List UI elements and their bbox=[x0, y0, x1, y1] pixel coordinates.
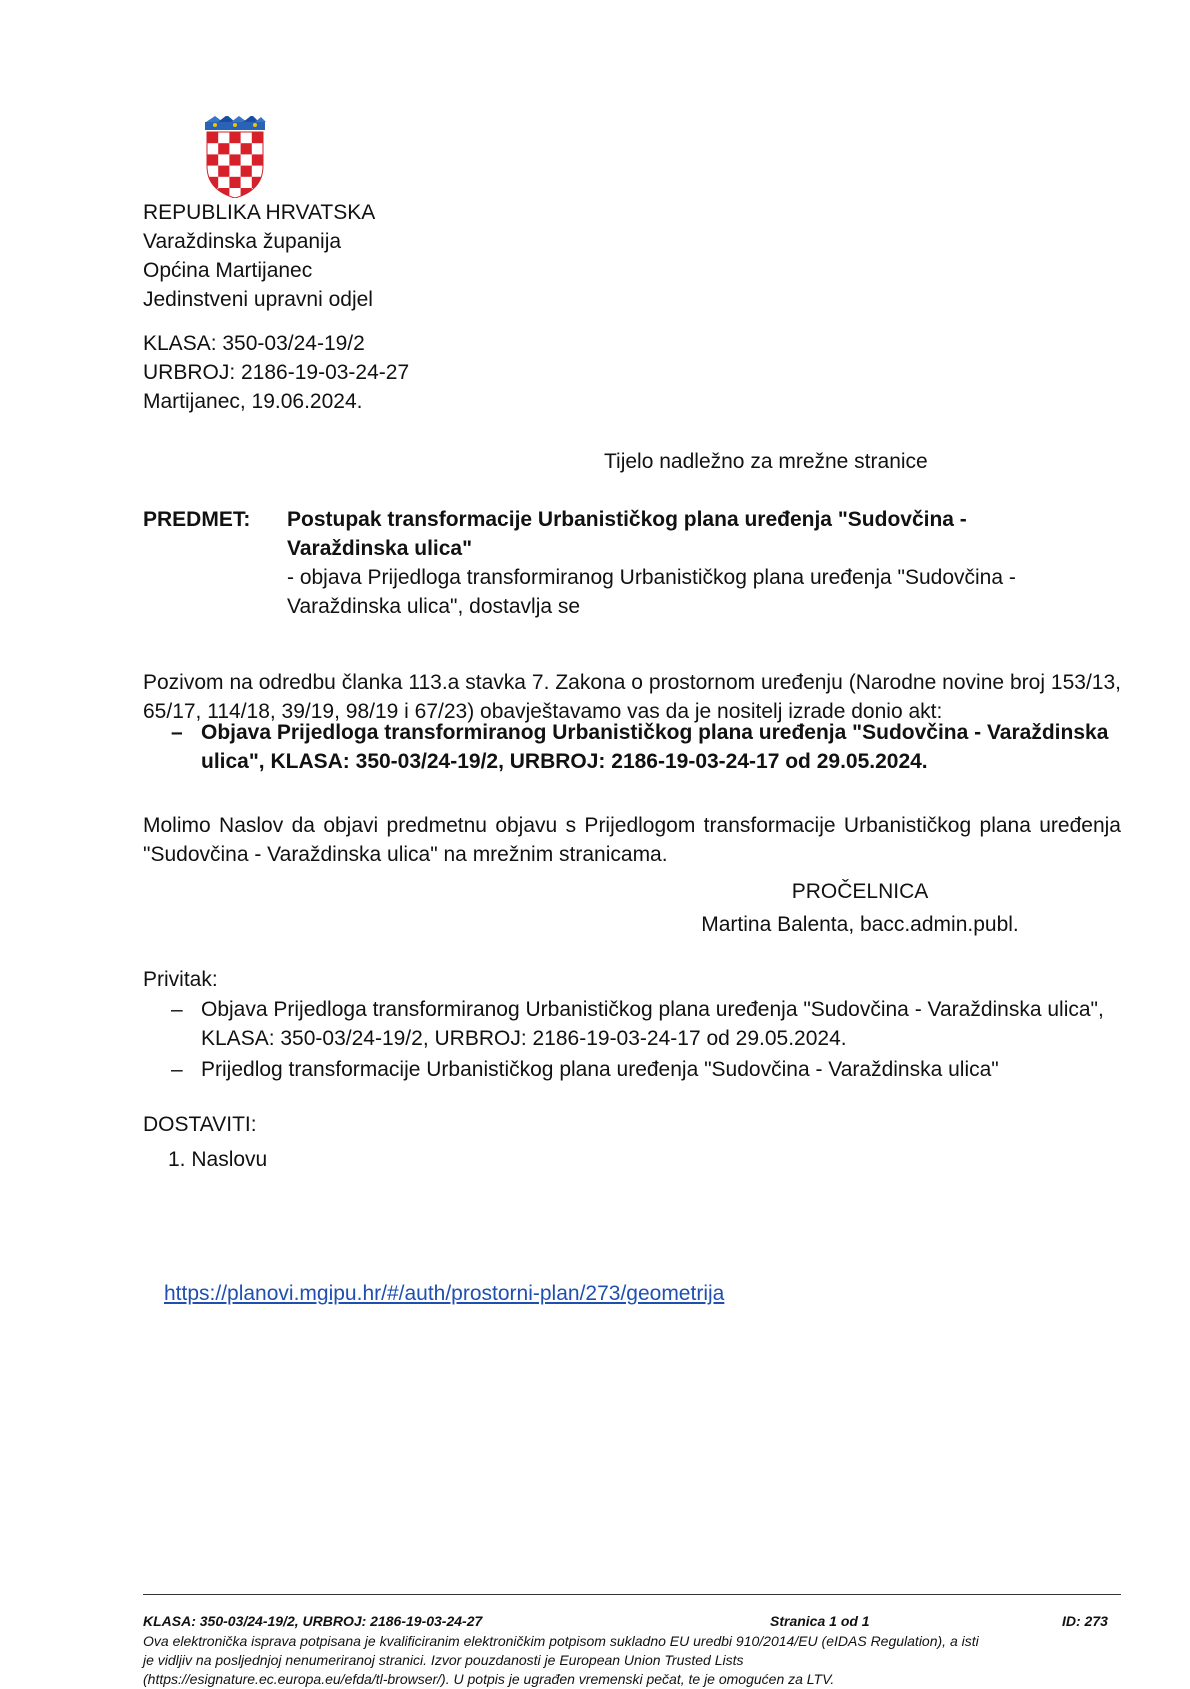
subject-label: PREDMET: bbox=[143, 508, 251, 531]
coat-check-square bbox=[207, 132, 218, 143]
header-line: REPUBLIKA HRVATSKA bbox=[143, 201, 376, 224]
act-list-item bbox=[171, 718, 1111, 776]
coat-check-square bbox=[229, 154, 240, 165]
footer-signature-note: je vidljiv na posljednjoj nenumeriranoj stranici. Izvor pouzdanosti je European Union Trusted Lists bbox=[143, 1652, 744, 1668]
header-line: Jedinstveni upravni odjel bbox=[143, 288, 373, 311]
act-text: Objava Prijedloga transformiranog Urbanističkog plana uređenja "Sudovčina - Varaždinska ulica", KLASA: 350-03/24-19/2, URBROJ: 2186-19-03-24-17 od 29.05.2024. bbox=[201, 721, 1109, 773]
croatian-coat-of-arms-icon bbox=[203, 116, 267, 198]
footer-signature-note: Ova elektronička isprava potpisana je kvalificiranim elektroničkim potpisom sukladno EU uredbi 910/2014/EU (eIDAS Regulation), a isti bbox=[143, 1633, 979, 1649]
attachment-item bbox=[171, 995, 1111, 1053]
coat-check-square bbox=[229, 132, 240, 143]
recipient: Tijelo nadležno za mrežne stranice bbox=[604, 450, 928, 473]
subject-title-line: Postupak transformacije Urbanističkog plana uređenja "Sudovčina - bbox=[287, 508, 967, 531]
header-line: Općina Martijanec bbox=[143, 259, 313, 282]
coat-check-square bbox=[207, 154, 218, 165]
footer-reference: KLASA: 350-03/24-19/2, URBROJ: 2186-19-03-24-27 bbox=[143, 1613, 483, 1629]
subject-text bbox=[287, 505, 1087, 621]
dash-bullet-icon: – bbox=[171, 1058, 183, 1081]
coat-check-square bbox=[241, 143, 252, 154]
coat-check-square bbox=[218, 143, 229, 154]
subject-detail-line: - objava Prijedloga transformiranog Urbanističkog plana uređenja "Sudovčina - bbox=[287, 566, 1016, 589]
place-date: Martijanec, 19.06.2024. bbox=[143, 390, 363, 413]
subject-detail-line: Varaždinska ulica", dostavlja se bbox=[287, 595, 581, 618]
dash-bullet-icon: – bbox=[171, 998, 183, 1021]
footer-signature-note: (https://esignature.ec.europa.eu/efda/tl-browser/). U potpis je ugrađen vremenski pečat, te je omogućen za LTV. bbox=[143, 1671, 835, 1687]
deliver-item: 1. Naslovu bbox=[168, 1148, 268, 1171]
institution-header bbox=[143, 198, 375, 314]
document-references bbox=[143, 329, 409, 416]
coat-check-square bbox=[218, 188, 229, 198]
footer-id: ID: 273 bbox=[1062, 1613, 1108, 1629]
coat-check-square bbox=[241, 166, 252, 177]
header-line: Varaždinska županija bbox=[143, 230, 342, 253]
coat-check-square bbox=[252, 177, 263, 188]
attachment-text: Objava Prijedloga transformiranog Urbanističkog plana uređenja "Sudovčina - Varaždinska ulica", KLASA: 350-03/24-19/2, URBROJ: 2186-19-03-24-17 od 29.05.2024. bbox=[201, 998, 1104, 1050]
attachment-item bbox=[171, 1055, 1111, 1084]
coat-check-square bbox=[218, 166, 229, 177]
footer-divider bbox=[143, 1594, 1121, 1595]
plan-link[interactable]: https://planovi.mgipu.hr/#/auth/prostorni-plan/273/geometrija bbox=[164, 1282, 725, 1305]
signature-title: PROČELNICA bbox=[791, 880, 929, 903]
intro-paragraph: Pozivom na odredbu članka 113.a stavka 7. Zakona o prostornom uređenju (Narodne novine broj 153/13, 65/17, 114/18, 39/19, 98/19 i 67/23) obavještavamo vas da je nositelj izrade donio akt: bbox=[143, 671, 1121, 723]
coat-check-square bbox=[229, 177, 240, 188]
footer-page-number: Stranica 1 od 1 bbox=[770, 1613, 870, 1629]
coat-check-square bbox=[252, 154, 263, 165]
attachment-text: Prijedlog transformacije Urbanističkog plana uređenja "Sudovčina - Varaždinska ulica" bbox=[201, 1058, 999, 1081]
coat-check-square bbox=[207, 177, 218, 188]
attachments-label: Privitak: bbox=[143, 968, 218, 991]
signature-name: Martina Balenta, bacc.admin.publ. bbox=[701, 913, 1019, 936]
urbroj: URBROJ: 2186-19-03-24-27 bbox=[143, 361, 410, 384]
klasa: KLASA: 350-03/24-19/2 bbox=[143, 332, 365, 355]
coat-check-square bbox=[241, 188, 252, 198]
deliver-label: DOSTAVITI: bbox=[143, 1113, 257, 1136]
dash-bullet-icon: – bbox=[171, 721, 183, 744]
coat-check-square bbox=[252, 132, 263, 143]
subject-title-line: Varaždinska ulica" bbox=[287, 537, 473, 560]
request-paragraph: Molimo Naslov da objavi predmetnu objavu s Prijedlogom transformacije Urbanističkog plana uređenja "Sudovčina - Varaždinska ulica" na mrežnim stranicama. bbox=[143, 814, 1121, 866]
